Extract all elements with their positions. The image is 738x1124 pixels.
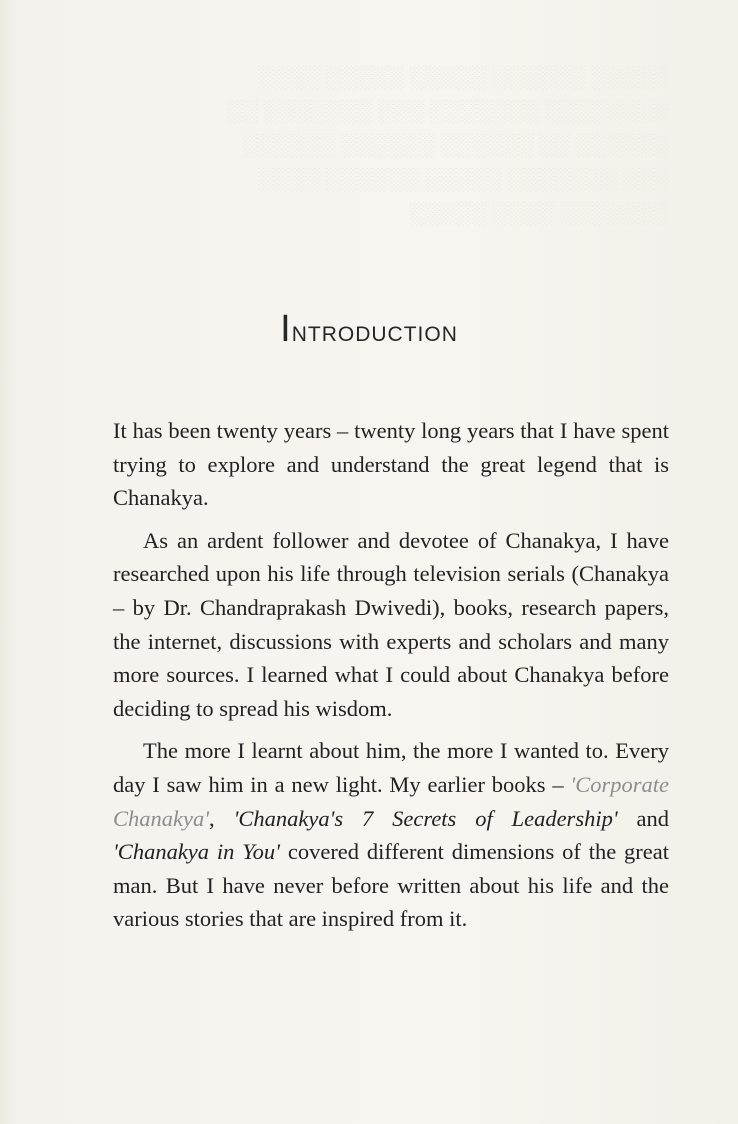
chapter-body xyxy=(113,414,669,945)
book-title-corporate-chanakya: 'Corporate Chanakya' xyxy=(113,771,669,831)
paragraph-1: It has been twenty years – twenty long years that I have spent trying to explore and understand the great legend that is Chanakya. xyxy=(113,418,669,511)
book-title-chanakya-in-you: 'Chanakya in You' xyxy=(113,839,280,865)
title-initial: I xyxy=(280,308,292,350)
title-rest: ntroduction xyxy=(291,315,458,348)
paragraph-3-text-end: covered different dimensions of the great man. But I have never before written about his life and the various stories that are inspired from it. xyxy=(113,839,670,932)
chapter-title xyxy=(0,308,738,351)
paragraph-3-text-start: The more I learnt about him, the more I wanted to. Every day I saw him in a new light. My earlier books – xyxy=(113,738,669,797)
book-title-seven-secrets: 'Chanakya's 7 Secrets of Leadership' xyxy=(233,805,618,831)
bleed-through-text: ░░░░░ ░░░░░░ ░░░░░ ░░░░░ ░░░░ ░░░░░░░░ ░░░░░░░ ░░░ ░░░░░░░ ░░ ░░░░░░ ░░ ░░░░░░ ░░░░░░ ░░░░░░ ░░░ ░░░░░░░ ░░░░░ ░░░░░░ ░░░░ ░░░░░░░ ░░░░ ░░░░░ xyxy=(227,64,670,225)
paragraph-2: As an ardent follower and devotee of Chanakya, I have researched upon his life through television serials (Chanakya – by Dr. Chandraprakash Dwivedi), books, research papers, the internet, discussions with experts and scholars and many more sources. I learned what I could about Chanakya before deciding to spread his wisdom. xyxy=(113,527,669,721)
separator: , xyxy=(209,805,234,831)
paragraph-3 xyxy=(113,734,669,936)
separator: and xyxy=(617,805,670,831)
